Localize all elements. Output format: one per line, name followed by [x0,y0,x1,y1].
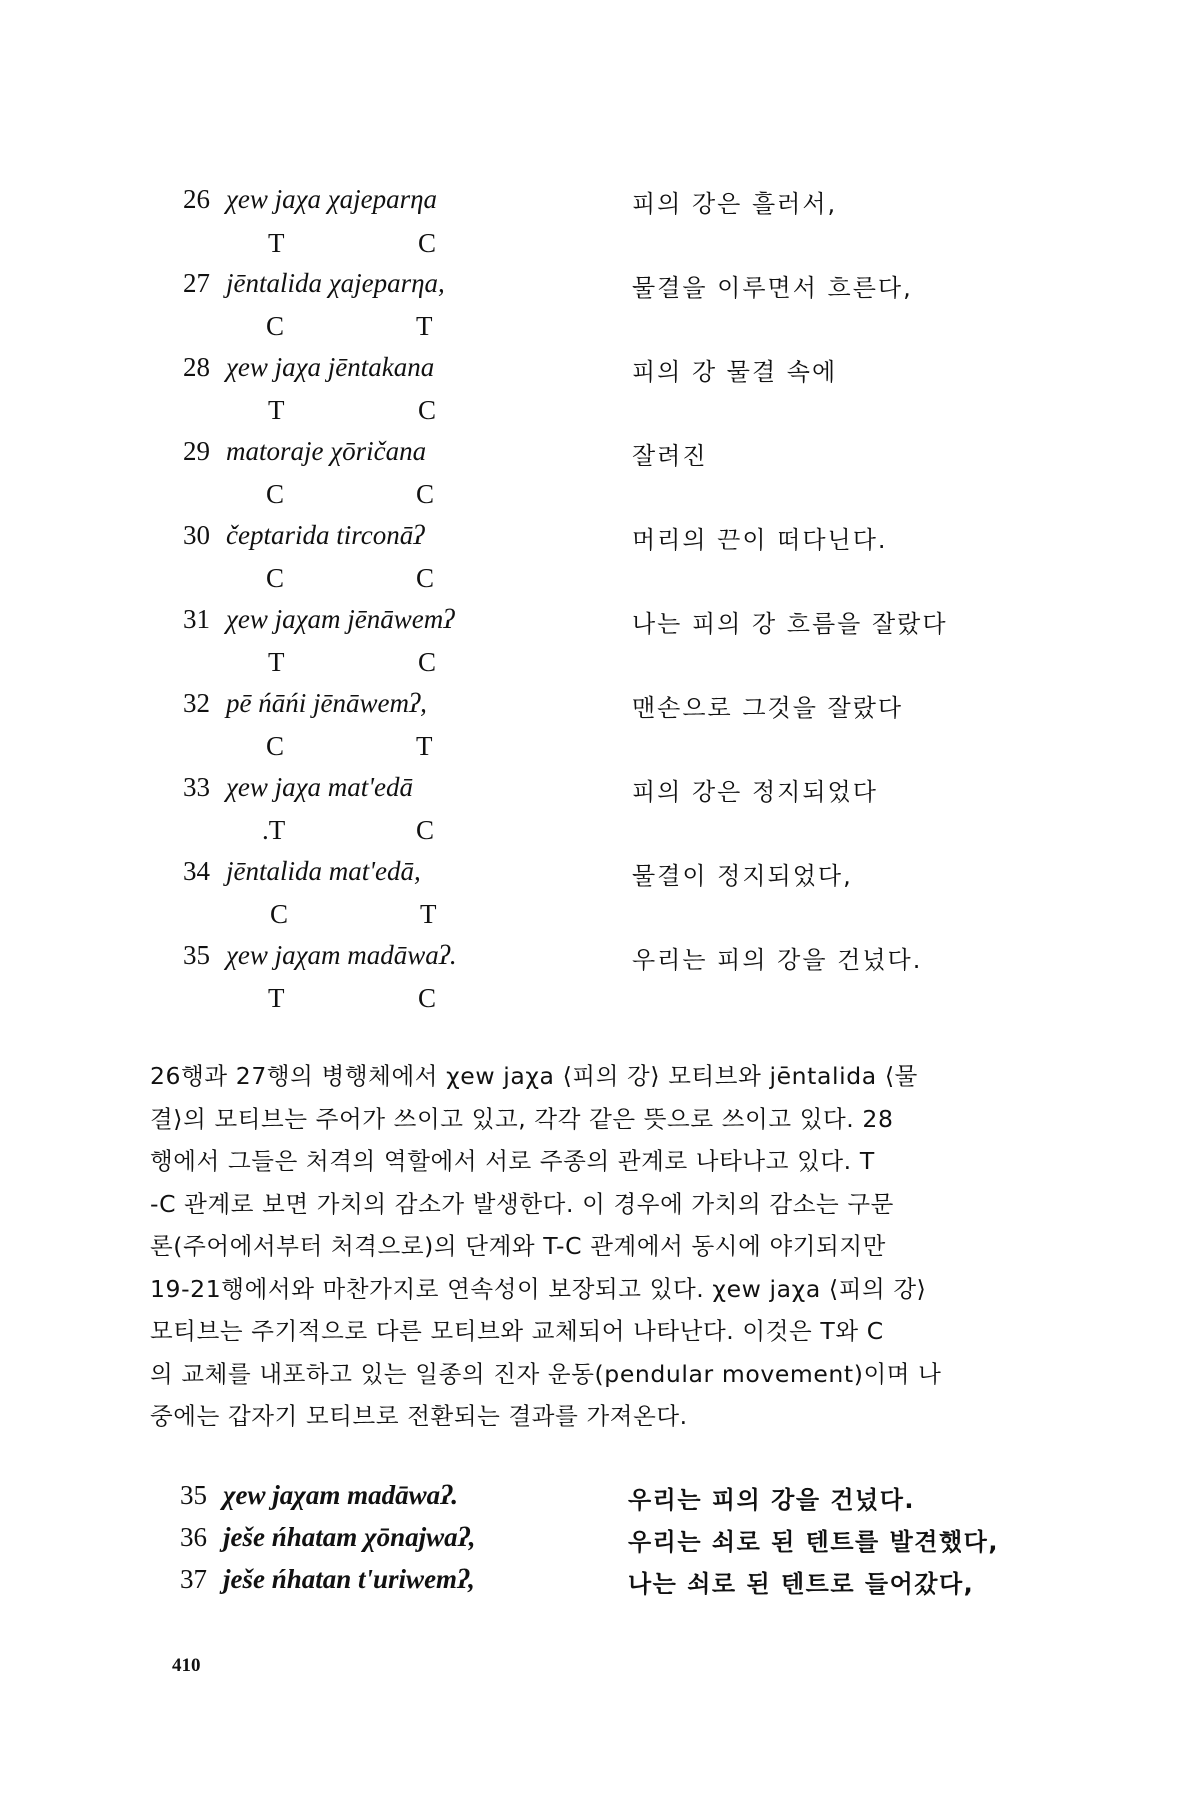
marker-left: C [266,731,285,761]
verse-line [0,436,1200,476]
verse-number: 29 [183,436,210,466]
verse-text: jēntalida χajeparηa, [226,268,445,298]
verse-text: čeptarida tirconāʔ [226,520,425,550]
marker-right: C [418,647,437,677]
marker-right: T [416,311,433,341]
tc-markers [268,228,468,264]
verse-line [0,604,1200,644]
paragraph-line: 론(주어에서부터 처격으로)의 단계와 T-C 관계에서 동시에 야기되지만 [150,1232,886,1260]
verse-translation: 나는 피의 강 흐름을 잘랐다 [632,610,948,638]
verse-line [0,352,1200,392]
marker-right: C [416,815,435,845]
verse-text: ješe ńhatan t'uriwemʔ, [223,1564,475,1594]
marker-right: T [420,899,437,929]
paragraph-line: 19-21행에서와 마찬가지로 연속성이 보장되고 있다. χew jaχa ⟨피의 강⟩ [150,1274,927,1303]
tc-markers [266,563,466,599]
tc-markers [268,647,468,683]
verse-text: χew jaχa χajeparηa [226,184,438,214]
verse-number: 31 [183,604,210,634]
marker-left: T [268,983,285,1013]
verse-text: χew jaχam jēnāwemʔ [226,604,455,634]
verse-line [0,268,1200,308]
verse-line [0,1480,1200,1520]
tc-markers [268,983,468,1019]
verse-text: χew jaχam madāwaʔ. [223,1480,458,1510]
verse-translation: 맨손으로 그것을 잘랐다 [632,694,904,722]
verse-number: 32 [183,688,210,718]
marker-right: C [418,228,437,258]
verse-translation: 물결을 이루면서 흐른다, [632,274,913,302]
marker-right: C [416,479,435,509]
verse-line [0,688,1200,728]
verse-text: χew jaχam madāwaʔ. [226,940,457,970]
verse-translation: 우리는 피의 강을 건넜다. [632,946,923,974]
verse-text: matoraje χōričana [226,436,427,466]
tc-markers [266,479,466,515]
verse-number: 37 [180,1564,207,1594]
verse-number: 33 [183,772,210,802]
paragraph-line: 결⟩의 모티브는 주어가 쓰이고 있고, 각각 같은 뜻으로 쓰이고 있다. 28 [150,1104,894,1133]
marker-right: C [418,395,437,425]
verse-number: 26 [183,184,210,214]
tc-markers [268,395,468,431]
verse-line [0,940,1200,980]
verse-translation: 피의 강은 정지되었다 [632,778,878,806]
verse-number: 34 [183,856,210,886]
verse-translation: 피의 강은 흘러서, [632,190,838,218]
verse-line [0,184,1200,224]
verse-text: pē ńāńi jēnāwemʔ, [226,688,427,718]
marker-left: C [270,899,289,929]
marker-left: T [268,395,285,425]
marker-right: C [418,983,437,1013]
verse-line [0,1564,1200,1604]
page-number: 410 [172,1655,201,1676]
tc-markers [266,311,466,347]
marker-left: C [266,479,285,509]
verse-number: 28 [183,352,210,382]
verse-line [0,1522,1200,1562]
marker-left: C [266,311,285,341]
marker-right: C [416,563,435,593]
verse-number: 27 [183,268,210,298]
marker-right: T [416,731,433,761]
tc-markers [270,899,470,935]
paragraph-line: 26행과 27행의 병행체에서 χew jaχa ⟨피의 강⟩ 모티브와 jēntalida ⟨물 [150,1062,918,1090]
verse-number: 35 [183,940,210,970]
tc-markers [266,731,466,767]
verse-line [0,772,1200,812]
verse-line [0,856,1200,896]
paragraph-line: 행에서 그들은 처격의 역할에서 서로 주종의 관계로 나타나고 있다. T [150,1147,875,1175]
marker-left: T [268,647,285,677]
verse-text: ješe ńhatam χōnajwaʔ, [223,1522,476,1552]
marker-left: T [268,228,285,258]
verse-text: χew jaχa jēntakana [226,352,435,382]
verse-translation: 나는 쇠로 된 텐트로 들어갔다, [628,1570,975,1598]
verse-number: 35 [180,1480,207,1510]
verse-translation: 우리는 쇠로 된 텐트를 발견했다, [628,1528,999,1556]
paragraph-line: 의 교체를 내포하고 있는 일종의 진자 운동(pendular movement)이며 나 [150,1359,942,1388]
verse-number: 36 [180,1522,207,1552]
verse-text: χew jaχa mat'edā [226,772,414,802]
paragraph-line: -C 관계로 보면 가치의 감소가 발생한다. 이 경우에 가치의 감소는 구문 [150,1189,894,1218]
verse-text: jēntalida mat'edā, [226,856,421,886]
marker-left: C [266,563,285,593]
verse-translation: 피의 강 물결 속에 [632,358,838,386]
verse-line [0,520,1200,560]
verse-translation: 잘려진 [632,442,708,470]
verse-translation: 우리는 피의 강을 건넜다. [628,1486,916,1514]
marker-left: .T [262,815,286,845]
paragraph-line: 모티브는 주기적으로 다른 모티브와 교체되어 나타난다. 이것은 T와 C [150,1317,884,1345]
verse-translation: 머리의 끈이 떠다닌다. [632,526,888,554]
verse-number: 30 [183,520,210,550]
tc-markers [262,815,462,851]
commentary-paragraph [150,1055,1080,1438]
paragraph-line: 중에는 갑자기 모티브로 전환되는 결과를 가져온다. [150,1402,688,1430]
verse-translation: 물결이 정지되었다, [632,862,853,890]
